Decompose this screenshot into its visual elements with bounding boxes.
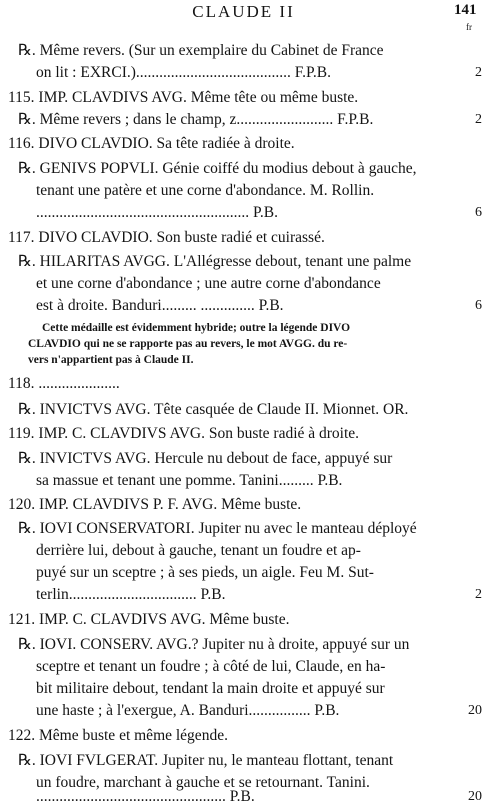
entry-line: ℞. GENIVS POPVLI. Génie coiffé du modius debout à gauche, xyxy=(18,160,417,177)
entry-line: ℞. HILARITAS AVGG. L'Allégresse debout, tenant une palme xyxy=(18,253,412,270)
entry-line: ℞. Même revers. (Sur un exemplaire du Cabinet de France xyxy=(18,42,384,59)
entry-line: on lit : EXRCI.)........................................ F.P.B. 2 xyxy=(0,62,487,84)
currency-unit-label: fr xyxy=(466,22,472,32)
entry-line: 119. IMP. C. CLAVDIVS AVG. Son buste radié à droite. xyxy=(8,425,360,442)
entry-line: ℞. IOVI. CONSERV. AVG.? Jupiter nu à droite, appuyé sur un xyxy=(18,636,410,653)
entry-line: ℞. IOVI CONSERVATORI. Jupiter nu avec le manteau déployé xyxy=(18,520,417,537)
entry-line: terlin................................. P.B. 2 xyxy=(0,584,487,606)
page-number: 141 xyxy=(454,2,477,18)
entry-line: un foudre, marchant à gauche et se retournant. Tanini. xyxy=(36,774,370,791)
price-value: 6 xyxy=(475,205,482,220)
entry-line: est à droite. Banduri......... .............. P.B. 6 xyxy=(0,295,487,317)
entry-line: ℞. IOVI FVLGERAT. Jupiter nu, le manteau flottant, tenant xyxy=(18,752,394,769)
entry-line: 115. IMP. CLAVDIVS AVG. Même tête ou même buste. xyxy=(8,89,359,106)
footnote-line: Cette médaille est évidemment hybride; outre la légende DIVO xyxy=(42,322,351,334)
entry-line: ℞. INVICTVS AVG. Tête casquée de Claude II. Mionnet. OR. xyxy=(18,401,409,418)
entry-line: ℞. Même revers ; dans le champ, z......................... F.P.B. 2 xyxy=(0,109,487,131)
entry-line: ℞. INVICTVS AVG. Hercule nu debout de face, appuyé sur xyxy=(18,450,393,467)
price-value: 20 xyxy=(468,703,482,718)
price-value: 2 xyxy=(475,587,482,602)
entry-line: sa massue et tenant une pomme. Tanini......... P.B. xyxy=(36,472,343,489)
entry-line: et une corne d'abondance ; une autre corne d'abondance xyxy=(36,275,381,292)
price-value: 2 xyxy=(475,65,482,80)
entry-line: ....................................................... P.B. 6 xyxy=(0,202,487,224)
price-value: 20 xyxy=(468,789,482,804)
entry-line: ................................................. P.B. 20 xyxy=(0,786,487,808)
entry-line: sceptre et tenant un foudre ; à côté de lui, Claude, en ha- xyxy=(36,658,386,675)
entry-line: 117. DIVO CLAVDIO. Son buste radié et cuirassé. xyxy=(8,229,325,246)
entry-line: derrière lui, debout à gauche, tenant un foudre et ap- xyxy=(36,542,361,559)
entry-line: puyé sur un sceptre ; à ses pieds, un aigle. Feu M. Sut- xyxy=(36,564,374,581)
entry-line: 116. DIVO CLAVDIO. Sa tête radiée à droite. xyxy=(8,135,295,152)
running-head-title: CLAUDE II xyxy=(192,2,295,21)
price-value: 2 xyxy=(475,112,482,127)
footnote-line: vers n'appartient pas à Claude II. xyxy=(28,354,194,366)
entry-line: une haste ; à l'exergue, A. Banduri................ P.B. 20 xyxy=(0,700,487,722)
price-value: 6 xyxy=(475,298,482,313)
entry-line: 118. ..................... xyxy=(8,375,120,392)
entry-line: 120. IMP. CLAVDIVS P. F. AVG. Même buste. xyxy=(8,496,302,513)
entry-line: 122. Même buste et même légende. xyxy=(8,727,228,744)
entry-line: tenant une patère et une corne d'abondance. M. Rollin. xyxy=(36,182,375,199)
footnote-line: CLAVDIO qui ne se rapporte pas au revers, le mot AVGG. du re- xyxy=(28,338,348,350)
entry-line: bit militaire debout, tendant la main droite et appuyé sur xyxy=(36,680,385,697)
entry-line: 121. IMP. C. CLAVDIVS AVG. Même buste. xyxy=(8,611,290,628)
